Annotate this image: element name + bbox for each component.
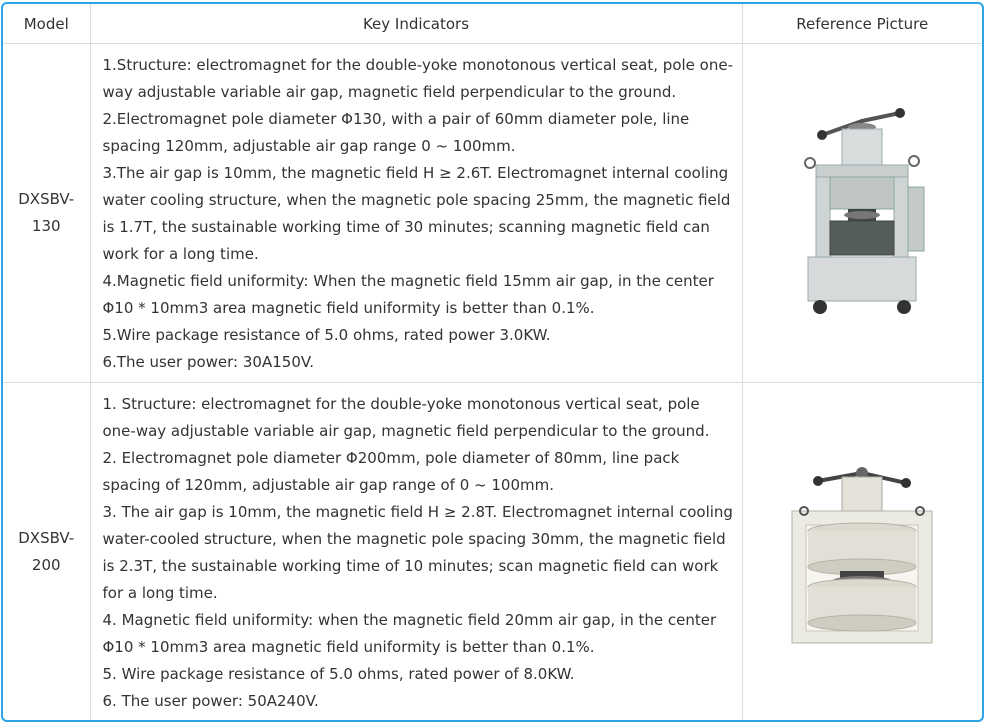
model-cell	[3, 383, 90, 722]
indicator-line: 2.Electromagnet pole diameter Φ130, with a pair of 60mm diameter pole, line spacing 120mm, adjustable air gap range 0 ~ 100mm.	[102, 110, 690, 155]
header-model: Model	[3, 4, 90, 44]
table-row	[3, 44, 982, 383]
indicator-line: 6. The user power: 50A240V.	[102, 692, 319, 710]
electromagnet-frame-icon	[788, 459, 936, 645]
indicator-line: 5.Wire package resistance of 5.0 ohms, rated power 3.0KW.	[102, 326, 551, 344]
model-name-line1: DXSBV-	[18, 190, 75, 208]
indicators-cell	[90, 44, 742, 383]
indicator-line: 2. Electromagnet pole diameter Φ200mm, pole diameter of 80mm, line pack spacing of 120mm, adjustable air gap range of 0 ~ 100mm.	[102, 449, 680, 494]
indicator-line: 1. Structure: electromagnet for the double-yoke monotonous vertical seat, pole one-way adjustable variable air gap, magnetic field perpendicular to the ground.	[102, 395, 710, 440]
indicator-line: 5. Wire package resistance of 5.0 ohms, rated power of 8.0KW.	[102, 665, 575, 683]
table-row	[3, 383, 982, 722]
spec-table-frame	[1, 2, 984, 722]
indicator-line: 1.Structure: electromagnet for the double-yoke monotonous vertical seat, pole one-way adjustable variable air gap, magnetic field perpendicular to the ground.	[102, 56, 733, 101]
model-name-line2: 130	[31, 217, 61, 235]
indicator-line: 4.Magnetic field uniformity: When the magnetic field 15mm air gap, in the center Φ10 * 10mm3 area magnetic field uniformity is better than 0.1%.	[102, 272, 714, 317]
electromagnet-cart-icon	[792, 107, 932, 319]
header-picture: Reference Picture	[742, 4, 982, 44]
model-cell	[3, 44, 90, 383]
picture-cell	[742, 44, 982, 383]
spec-table	[3, 4, 982, 722]
model-name-line1: DXSBV-	[18, 529, 75, 547]
indicator-line: 3. The air gap is 10mm, the magnetic field H ≥ 2.8T. Electromagnet internal cooling water-cooled structure, when the magnetic pole spacing 30mm, the magnetic field is 2.3T, the sustainable working time of 10 minutes; scan magnetic field can work for a long time.	[102, 503, 733, 602]
indicator-line: 6.The user power: 30A150V.	[102, 353, 314, 371]
picture-cell	[742, 383, 982, 722]
header-row	[3, 4, 982, 44]
indicators-cell	[90, 383, 742, 722]
model-name-line2: 200	[31, 556, 61, 574]
indicator-line: 3.The air gap is 10mm, the magnetic field H ≥ 2.6T. Electromagnet internal cooling water cooling structure, when the magnetic pole spacing 25mm, the magnetic field is 1.7T, the sustainable working time of 30 minutes; scanning magnetic field can work for a long time.	[102, 164, 731, 263]
header-indicators: Key Indicators	[90, 4, 742, 44]
indicator-line: 4. Magnetic field uniformity: when the magnetic field 20mm air gap, in the center Φ10 * 10mm3 area magnetic field uniformity is better than 0.1%.	[102, 611, 717, 656]
